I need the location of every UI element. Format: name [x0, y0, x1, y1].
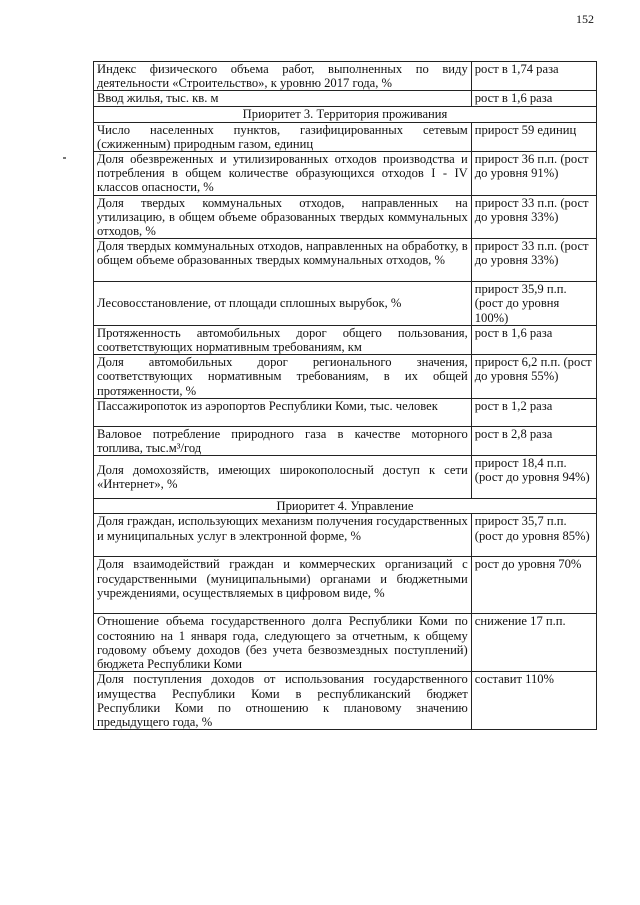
table-row — [94, 672, 597, 730]
scan-mark — [63, 157, 66, 159]
indicator-cell: Отношение объема государственного долга Республики Коми по состоянию на 1 января года, следующего за отчетным, к общему годовому объему доходов (без учета безвозмездных поступлений) бюджета Республики Коми — [94, 614, 472, 672]
page-number: 152 — [576, 12, 594, 26]
indicator-cell: Доля поступления доходов от использования государственного имущества Республики Коми в республиканский бюджет Республики Коми по отношению к плановому значению предыдущего года, % — [94, 672, 472, 730]
indicators-table — [93, 61, 597, 730]
indicator-cell: Пассажиропоток из аэропортов Республики Коми, тыс. человек — [94, 398, 472, 426]
target-value-cell: прирост 18,4 п.п. (рост до уровня 94%) — [471, 456, 596, 499]
indicator-cell: Доля твердых коммунальных отходов, направленных на утилизацию, в общем объеме образованных твердых коммунальных отходов, % — [94, 195, 472, 239]
section-title: Приоритет 4. Управление — [94, 499, 597, 514]
indicator-cell: Валовое потребление природного газа в качестве моторного топлива, тыс.м³/год — [94, 426, 472, 455]
table-row — [94, 557, 597, 614]
table-row — [94, 91, 597, 107]
target-value-cell: составит 110% — [471, 672, 596, 730]
indicator-cell: Доля обезвреженных и утилизированных отходов производства и потребления в общем количестве образующихся отходов I - IV классов опасности, % — [94, 152, 472, 196]
target-value-cell: рост в 2,8 раза — [471, 426, 596, 455]
indicator-cell: Ввод жилья, тыс. кв. м — [94, 91, 472, 107]
indicator-cell: Протяженность автомобильных дорог общего пользования, соответствующих нормативным требованиям, км — [94, 325, 472, 354]
target-value-cell: прирост 35,9 п.п. (рост до уровня 100%) — [471, 282, 596, 326]
indicator-cell: Доля твердых коммунальных отходов, направленных на обработку, в общем объеме образованных твердых коммунальных отходов, % — [94, 239, 472, 282]
table-row — [94, 122, 597, 151]
table-row — [94, 514, 597, 557]
table-row — [94, 398, 597, 426]
table-row — [94, 355, 597, 399]
indicator-cell: Доля автомобильных дорог регионального значения, соответствующих нормативным требованиям, в их общей протяженности, % — [94, 355, 472, 399]
indicator-cell: Доля домохозяйств, имеющих широкополосный доступ к сети «Интернет», % — [94, 456, 472, 499]
section-header-row — [94, 499, 597, 514]
target-value-cell: рост в 1,6 раза — [471, 325, 596, 354]
indicator-cell: Лесовосстановление, от площади сплошных вырубок, % — [94, 282, 472, 326]
indicator-cell: Доля граждан, использующих механизм получения государственных и муниципальных услуг в электронной форме, % — [94, 514, 472, 557]
indicator-cell: Доля взаимодействий граждан и коммерческих организаций с государственными (муниципальными) органами и бюджетными учреждениями, осуществляемых в цифровом виде, % — [94, 557, 472, 614]
target-value-cell: рост в 1,74 раза — [471, 62, 596, 91]
table-row — [94, 282, 597, 326]
table-row — [94, 152, 597, 196]
table-row — [94, 456, 597, 499]
indicator-cell: Индекс физического объема работ, выполненных по виду деятельности «Строительство», к уровню 2017 года, % — [94, 62, 472, 91]
table-row — [94, 325, 597, 354]
target-value-cell: прирост 36 п.п. (рост до уровня 91%) — [471, 152, 596, 196]
target-value-cell: рост в 1,2 раза — [471, 398, 596, 426]
table-body — [94, 62, 597, 730]
section-title: Приоритет 3. Территория проживания — [94, 107, 597, 122]
target-value-cell: прирост 6,2 п.п. (рост до уровня 55%) — [471, 355, 596, 399]
target-value-cell: прирост 35,7 п.п. (рост до уровня 85%) — [471, 514, 596, 557]
table-row — [94, 239, 597, 282]
target-value-cell: рост в 1,6 раза — [471, 91, 596, 107]
target-value-cell: прирост 33 п.п. (рост до уровня 33%) — [471, 239, 596, 282]
target-value-cell: рост до уровня 70% — [471, 557, 596, 614]
target-value-cell: прирост 59 единиц — [471, 122, 596, 151]
indicator-cell: Число населенных пунктов, газифицированных сетевым (сжиженным) природным газом, единиц — [94, 122, 472, 151]
table-row — [94, 62, 597, 91]
section-header-row — [94, 107, 597, 122]
target-value-cell: снижение 17 п.п. — [471, 614, 596, 672]
table-row — [94, 195, 597, 239]
table-row — [94, 426, 597, 455]
target-value-cell: прирост 33 п.п. (рост до уровня 33%) — [471, 195, 596, 239]
table-row — [94, 614, 597, 672]
